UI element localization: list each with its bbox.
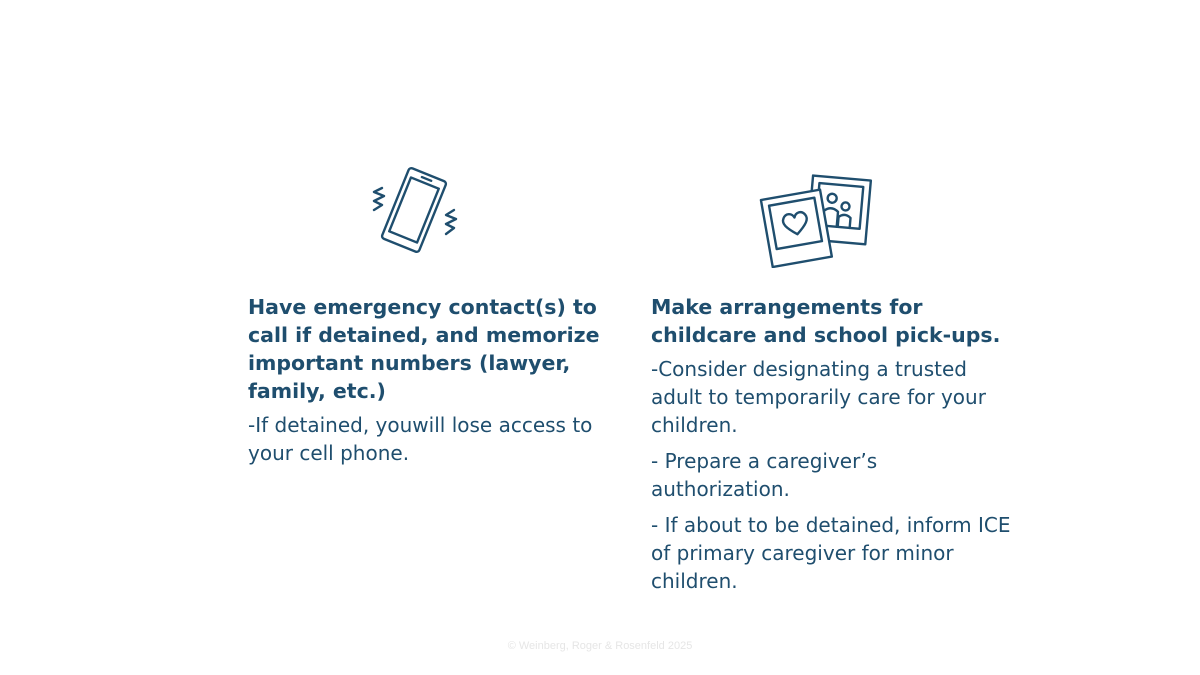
right-paragraph: -Consider designating a trusted adult to temporarily care for your children.: [651, 357, 986, 437]
left-heading: Have emergency contact(s) to call if detained, and memorize important numbers (lawyer, family, etc.): [248, 295, 600, 403]
right-paragraph: - Prepare a caregiver’s authorization.: [651, 449, 878, 501]
photos-icon: [758, 172, 876, 268]
right-paragraph: - If about to be detained, inform ICE of primary caregiver for minor children.: [651, 513, 1011, 593]
right-heading: Make arrangements for childcare and school pick-ups.: [651, 295, 1001, 347]
vibrating-phone-icon: [362, 164, 462, 260]
left-paragraph: -If detained, youwill lose access to your cell phone.: [248, 413, 593, 465]
copyright-footer: © Weinberg, Roger & Rosenfeld 2025: [507, 640, 693, 652]
left-column: [248, 293, 618, 475]
right-column: [651, 293, 1021, 603]
